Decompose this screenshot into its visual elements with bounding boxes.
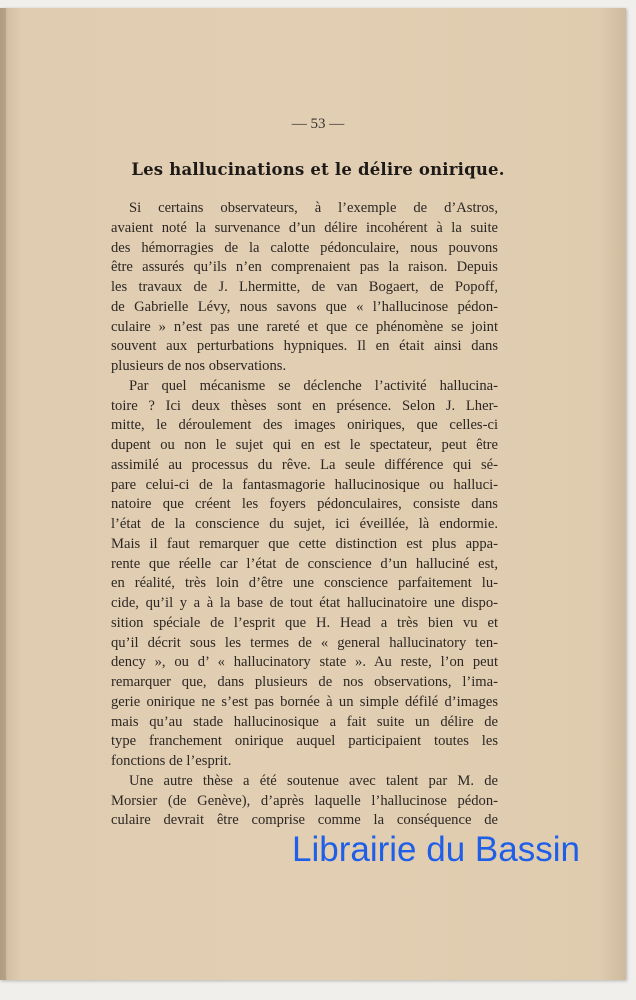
text-line: dency », ou d’ « hallucinatory state ». Au reste, l’on peut [111, 654, 498, 671]
text-line: type franchement onirique auquel participaient toutes les [111, 733, 498, 750]
watermark: Librairie du Bassin [292, 830, 580, 869]
text-line: l’état de la conscience du sujet, ici éveillée, là endormie. [111, 516, 498, 532]
text-line: culaire » n’est pas une rareté et que ce phénomène se joint [111, 318, 498, 335]
text-line: plusieurs de nos observations. [111, 358, 287, 374]
text-line: Morsier (de Genève), d’après laquelle l’hallucinose pédon- [111, 792, 498, 809]
text-line: de Gabrielle Lévy, nous savons que « l’hallucinose pédon- [111, 298, 498, 315]
text-line: culaire devrait être comprise comme la conséquence de [111, 812, 498, 829]
text-line: les travaux de J. Lhermitte, de van Bogaert, de Popoff, [111, 279, 498, 295]
text-line: avaient noté la survenance d’un délire incohérent à la suite [111, 219, 498, 236]
text-line: cide, qu’il y a à la base de tout état hallucinatoire une dispo- [111, 595, 498, 611]
text-line: gerie onirique ne s’est pas bornée à un simple défilé d’images [111, 693, 498, 710]
text-line: Si certains observateurs, à l’exemple de d’Astros, [129, 200, 498, 216]
text-line: toire ? Ici deux thèses sont en présence. Selon J. Lher- [111, 397, 498, 414]
text-line: rente que réelle car l’état de conscience d’un halluciné est, [111, 555, 498, 572]
text-line: pare celui-ci de la fantasmagorie hallucinosique ou halluci- [111, 476, 498, 493]
text-line: être assurés qu’ils n’en comprenaient pas la raison. Depuis [111, 259, 498, 276]
section-title: Les hallucinations et le délire onirique. [131, 160, 505, 179]
text-line: assimilé au processus du rêve. La seule différence qui sé- [111, 456, 498, 473]
text-line: fonctions de l’esprit. [111, 753, 232, 769]
page-number: — 53 — [291, 116, 345, 132]
text-line: dupent ou non le sujet qui en est le spectateur, peut être [111, 437, 498, 453]
page-edge-shadow [0, 8, 6, 980]
text-line: Mais il faut remarquer que cette distinction est plus appa- [111, 535, 498, 552]
text-line: Par quel mécanisme se déclenche l’activité hallucina- [129, 377, 498, 394]
paragraph [111, 199, 498, 377]
text-line: des hémorragies de la calotte pédonculaire, nous pouvons [111, 239, 498, 256]
text-line: natoire que créent les foyers pédonculaires, consiste dans [111, 496, 498, 513]
text-line: sition spéciale de l’esprit que H. Head a très bien vu et [111, 614, 498, 631]
paragraph [111, 772, 498, 831]
text-line: souvent aux perturbations hypniques. Il en était ainsi dans [111, 338, 498, 355]
text-line: qu’il décrit sous les termes de « general hallucinatory ten- [111, 634, 498, 651]
text-line: Une autre thèse a été soutenue avec talent par M. de [129, 772, 498, 789]
text-line: remarquer que, dans plusieurs de nos observations, l’ima- [111, 674, 498, 690]
body-text [111, 199, 498, 831]
text-line: mitte, le déroulement des images oniriques, que celles-ci [111, 417, 498, 434]
text-line: mais qu’au stade hallucinosique a fait suite un délire de [111, 713, 498, 730]
paragraph [111, 377, 498, 772]
text-line: en réalité, très loin d’être une conscience parfaitement lu- [111, 575, 498, 592]
